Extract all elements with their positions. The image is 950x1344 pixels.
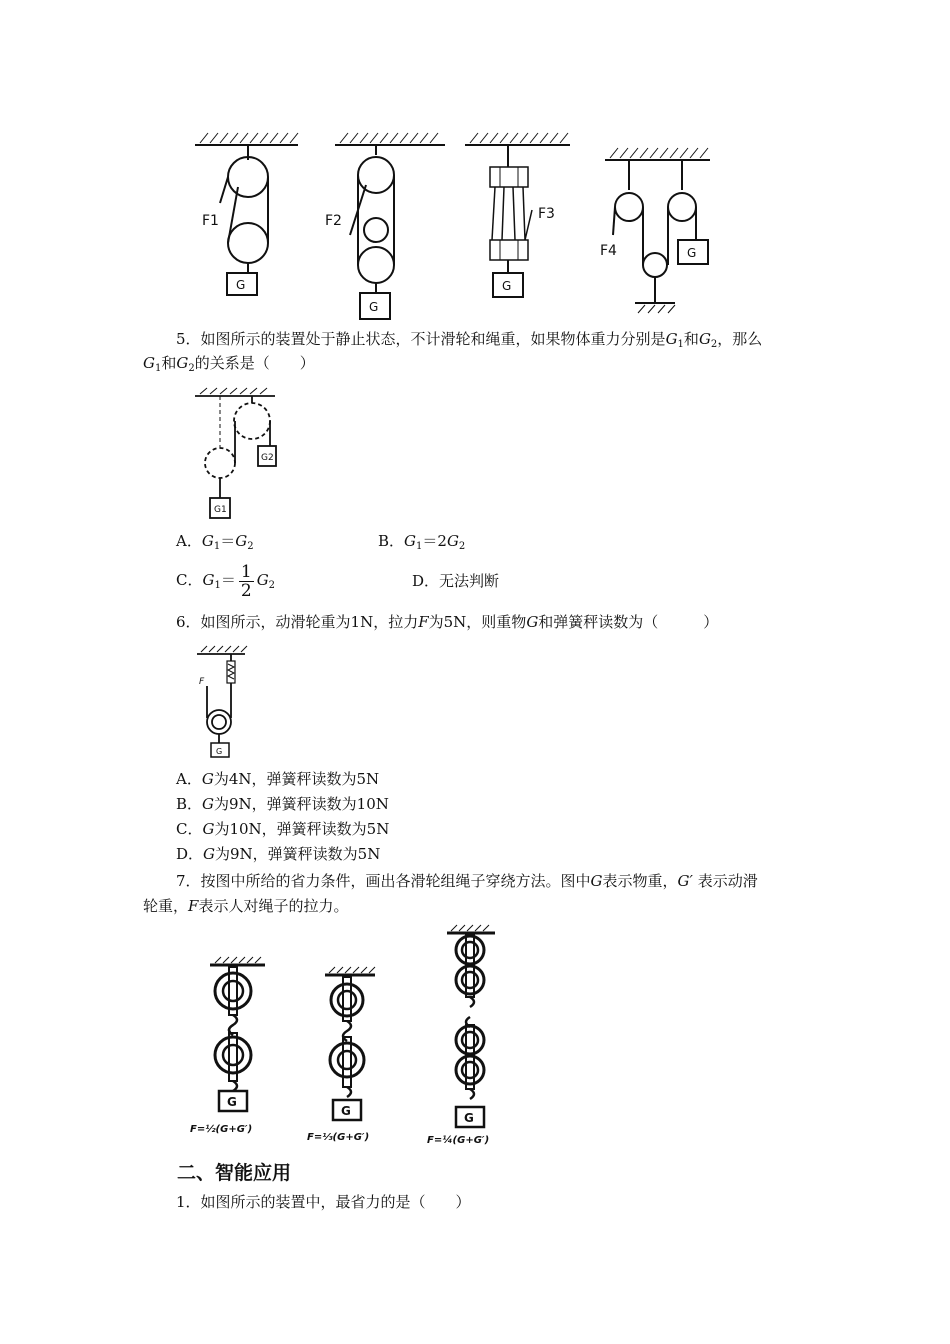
q5-stem-line1: 5．如图所示的装置处于静止状态，不计滑轮和绳重，如果物体重力分别是$G_1$和$G_2$，那么 xyxy=(176,330,763,350)
section2-q1-stem: 1．如图所示的装置中，最省力的是（ ） xyxy=(176,1193,471,1211)
pulley-figure-f1-f4 xyxy=(180,125,740,325)
q7-g-label-3: G xyxy=(464,1111,474,1125)
q6-option-c: C．G为10N，弹簧秤读数为5N xyxy=(176,820,390,838)
weight-label-1: G xyxy=(236,278,246,292)
q6-pulley-diagram xyxy=(195,646,255,761)
q5-stem-line2: $G_1$和$G_2$的关系是（ ） xyxy=(143,354,315,374)
q7-pulley-block-figure xyxy=(185,925,525,1150)
q6-option-a: A．G为4N，弹簧秤读数为5N xyxy=(176,770,380,788)
q5-pulley-diagram xyxy=(190,388,290,523)
q6-stem: 6．如图所示，动滑轮重为1N，拉力F为5N，则重物G和弹簧秤读数为（ ） xyxy=(176,613,719,631)
f4-label: F4 xyxy=(600,243,617,259)
q7-stem-line1: 7．按图中所给的省力条件，画出各滑轮组绳子穿绕方法。图中G表示物重，G′ 表示动滑 xyxy=(176,872,758,890)
weight-label-4: G xyxy=(687,246,697,260)
q7-g-label-1: G xyxy=(227,1095,237,1109)
q6-option-b: B．G为9N，弹簧秤读数为10N xyxy=(176,795,389,813)
g2-label: G2 xyxy=(261,453,274,463)
one-half-fraction: $\frac{1}{2}$ xyxy=(240,561,252,601)
f1-label: F1 xyxy=(202,213,219,229)
q5-option-c: C．$G_1=$ $\frac{1}{2}$ $G_2$ xyxy=(176,561,276,601)
q7-formula-1: F=½(G+G′) xyxy=(190,1124,253,1135)
q5-option-a: A．$G_1=G_2$ xyxy=(176,532,254,552)
q6-g-label: G xyxy=(216,747,223,756)
q7-g-label-2: G xyxy=(341,1104,351,1118)
f2-label: F2 xyxy=(325,213,342,229)
weight-label-3: G xyxy=(502,279,512,293)
f3-label: F3 xyxy=(538,206,555,222)
weight-label-2: G xyxy=(369,300,379,314)
g1-label: G1 xyxy=(214,505,227,515)
q7-formula-3: F=¼(G+G′) xyxy=(427,1135,490,1146)
q5-option-d: D．无法判断 xyxy=(412,572,500,590)
q7-formula-2: F=⅓(G+G′) xyxy=(307,1132,370,1143)
q5-option-b: B．$G_1=2G_2$ xyxy=(378,532,466,552)
q6-f-label: F xyxy=(199,677,205,687)
section-heading: 二、智能应用 xyxy=(177,1162,292,1184)
q7-stem-line2: 轮重，F表示人对绳子的拉力。 xyxy=(143,897,349,915)
q6-option-d: D．G为9N，弹簧秤读数为5N xyxy=(176,845,381,863)
